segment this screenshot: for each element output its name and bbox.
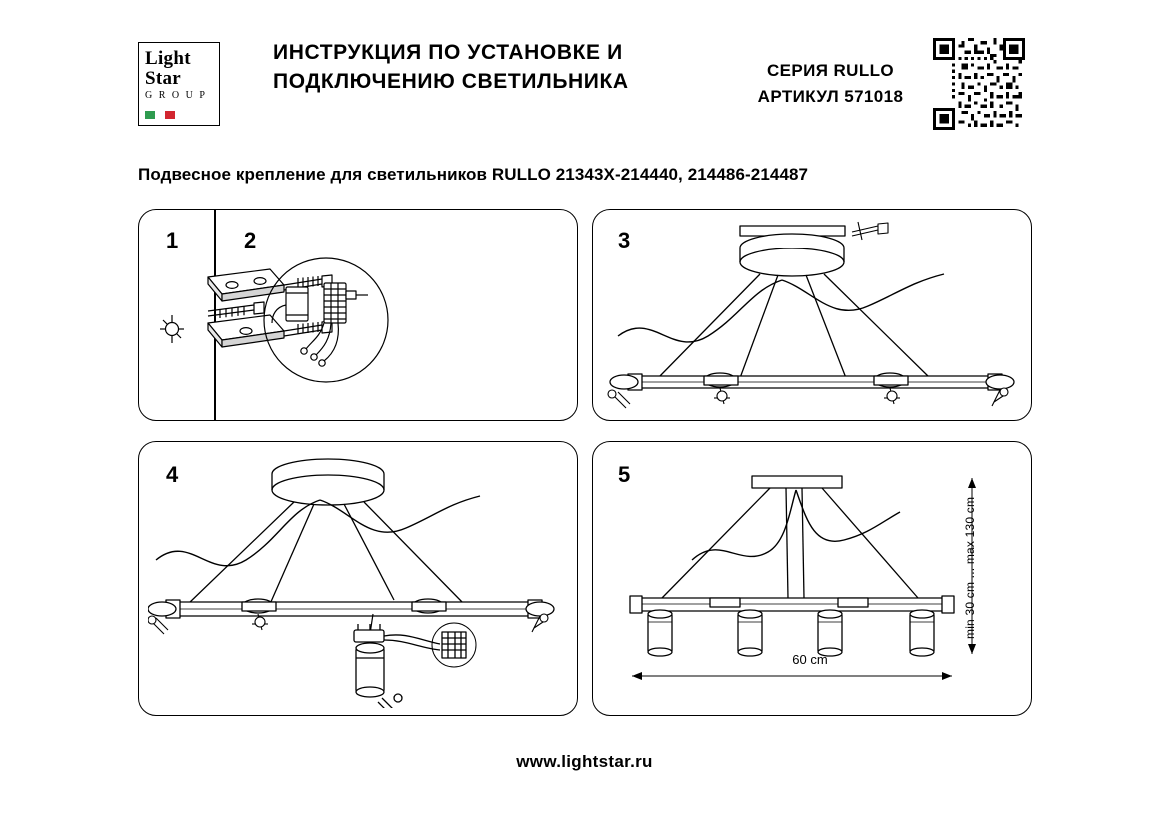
series-info bbox=[733, 58, 928, 110]
qr-code-icon bbox=[933, 38, 1025, 130]
figure-step-3 bbox=[600, 218, 1025, 413]
footer-url[interactable]: www.lightstar.ru bbox=[516, 752, 653, 771]
article-label: АРТИКУЛ 571018 bbox=[757, 87, 904, 106]
figure-step-4 bbox=[148, 448, 573, 708]
page-title: ИНСТРУКЦИЯ ПО УСТАНОВКЕ И ПОДКЛЮЧЕНИЮ СВЕТИЛЬНИКА bbox=[273, 41, 629, 93]
logo-line-group: G R O U P bbox=[145, 90, 207, 101]
dimension-height-label: min 30 cm ... max 130 cm bbox=[963, 496, 977, 640]
brand-logo bbox=[138, 42, 220, 126]
logo-line-star: Star bbox=[145, 68, 182, 89]
figure-step-5 bbox=[600, 448, 1025, 708]
italian-flag-icon bbox=[145, 111, 175, 119]
step-number-5: 5 bbox=[618, 462, 631, 487]
dimension-width-label: 60 cm bbox=[792, 652, 828, 667]
figure-step-2 bbox=[228, 245, 418, 395]
header bbox=[138, 38, 1031, 130]
step-number-1: 1 bbox=[166, 228, 179, 253]
step-number-4: 4 bbox=[166, 462, 179, 487]
series-label: СЕРИЯ RULLO bbox=[766, 61, 895, 80]
step-number-2: 2 bbox=[244, 228, 257, 253]
section-subtitle: Подвесное крепление для светильников RULLO 21343Х-214440, 214486-214487 bbox=[138, 165, 809, 184]
logo-line-light: Light bbox=[145, 48, 191, 69]
step-number-3: 3 bbox=[618, 228, 631, 253]
